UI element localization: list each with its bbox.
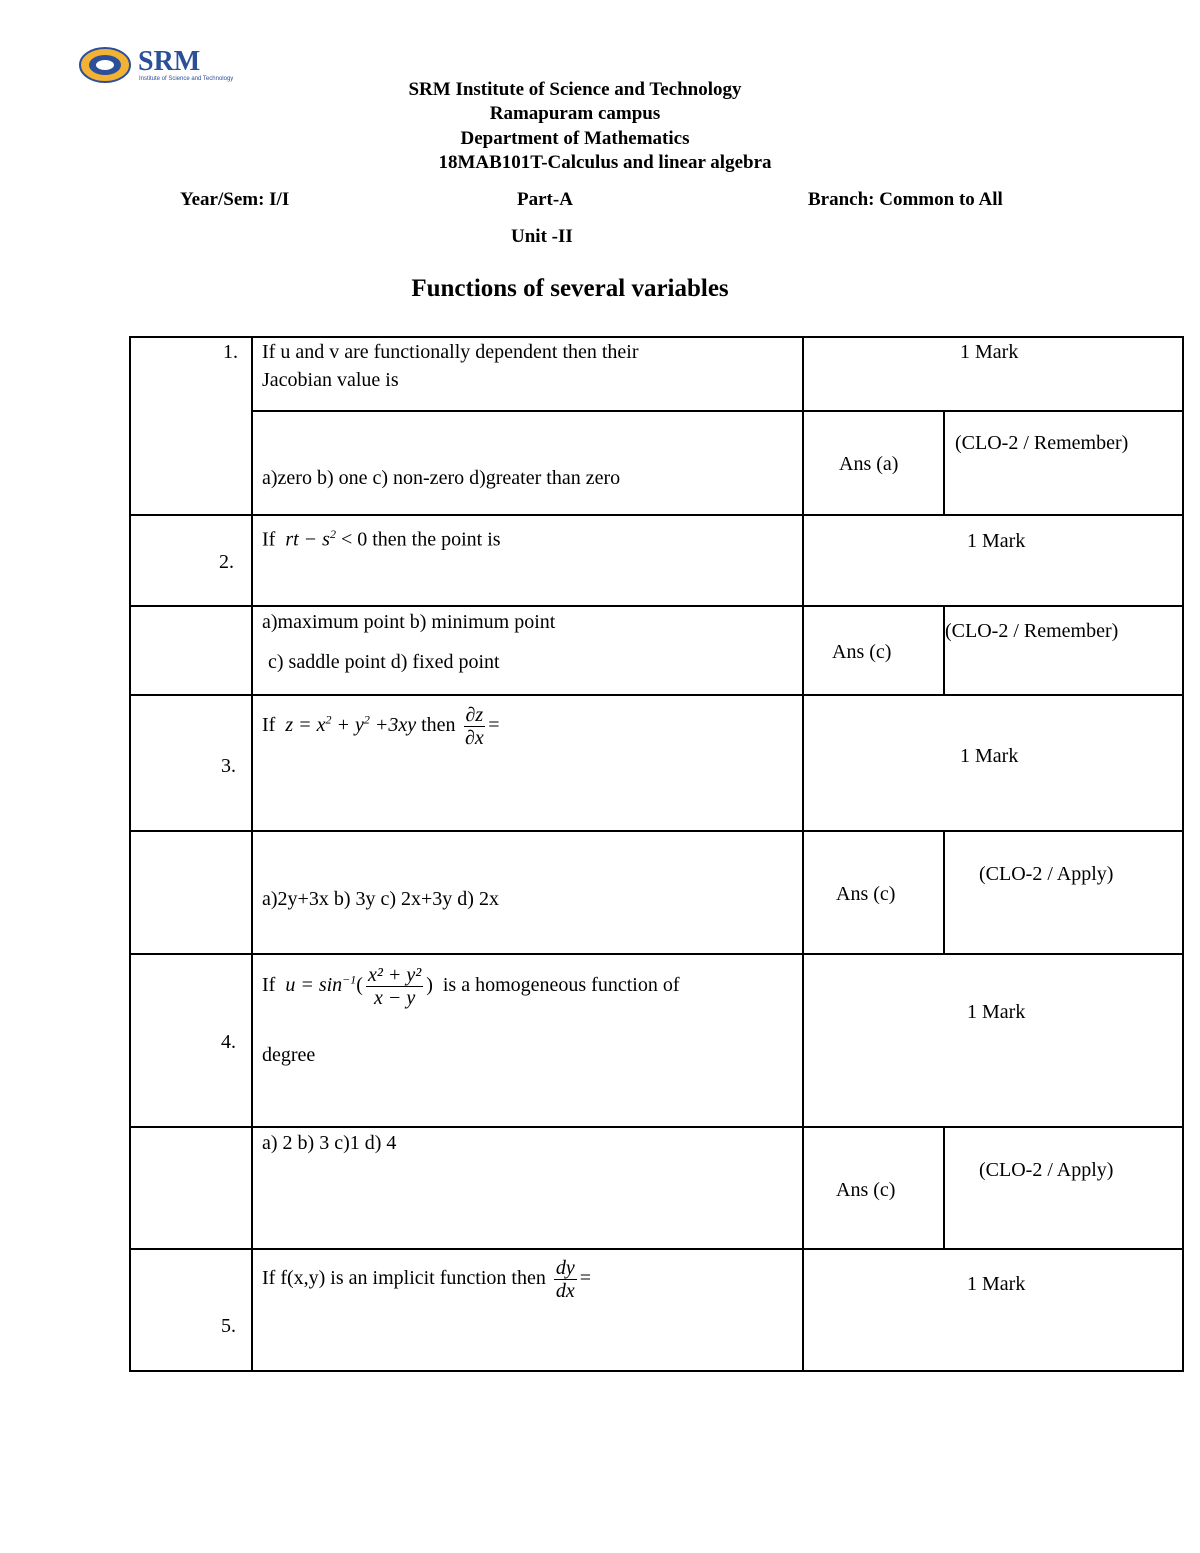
question-text: If $u = \sin^{-1}$( $\frac{\text{x² + y²}}{x - y}$ ) is a homogeneous function of	[262, 964, 680, 1009]
marks-label: 1 Mark	[960, 745, 1019, 767]
question-text: Jacobian value is	[262, 369, 399, 391]
marks-label: 1 Mark	[960, 341, 1019, 363]
answer-options: a)maximum point b) minimum point	[262, 611, 556, 633]
question-number: 1.	[223, 341, 238, 363]
answer-options: c) saddle point d) fixed point	[268, 651, 500, 673]
question-text: degree	[262, 1044, 316, 1066]
department-name: Department of Mathematics	[460, 128, 690, 149]
answer-key: Ans (c)	[836, 1179, 896, 1201]
clo-label: (CLO-2 / Apply)	[979, 863, 1114, 885]
answer-options: a)zero b) one c) non-zero d)greater than zero	[262, 467, 621, 489]
marks-label: 1 Mark	[967, 530, 1026, 552]
part-label: Part-A	[517, 189, 573, 210]
unit-label: Unit -II	[511, 226, 573, 247]
question-number: 5.	[221, 1315, 236, 1337]
branch-label: Branch: Common to All	[808, 189, 1003, 210]
answer-key: Ans (c)	[836, 883, 896, 905]
marks-label: 1 Mark	[967, 1273, 1026, 1295]
svg-text:Institute of Science and Techn: Institute of Science and Technology	[139, 76, 234, 82]
answer-key: Ans (c)	[832, 641, 892, 663]
page-title: Functions of several variables	[411, 275, 729, 302]
question-number: 4.	[221, 1031, 236, 1053]
clo-label: (CLO-2 / Remember)	[945, 620, 1119, 642]
question-number: 3.	[221, 755, 236, 777]
campus-name: Ramapuram campus	[489, 103, 661, 124]
question-text: If u and v are functionally dependent then their	[262, 341, 639, 363]
answer-key: Ans (a)	[839, 453, 899, 475]
course-name: 18MAB101T-Calculus and linear algebra	[438, 152, 772, 173]
question-text: If rt − $s^2 < 0$ then the point is	[262, 527, 501, 551]
question-number: 2.	[219, 551, 234, 573]
answer-options: a)2y+3x b) 3y c) 2x+3y d) 2x	[262, 888, 499, 910]
question-text: If $z = x^2 + y^2 +3xy$ then $\frac{\partial z}{\partial x}$ =	[262, 704, 500, 749]
marks-label: 1 Mark	[967, 1001, 1026, 1023]
svg-text:SRM: SRM	[138, 46, 201, 77]
year-sem: Year/Sem: I/I	[180, 189, 290, 210]
question-text: If f(x,y) is an implicit function then $\frac{dy}{dx}$ =	[262, 1257, 591, 1302]
institute-name: SRM Institute of Science and Technology	[408, 79, 742, 100]
clo-label: (CLO-2 / Remember)	[955, 432, 1129, 454]
answer-options: a) 2 b) 3 c)1 d) 4	[262, 1132, 397, 1154]
clo-label: (CLO-2 / Apply)	[979, 1159, 1114, 1181]
